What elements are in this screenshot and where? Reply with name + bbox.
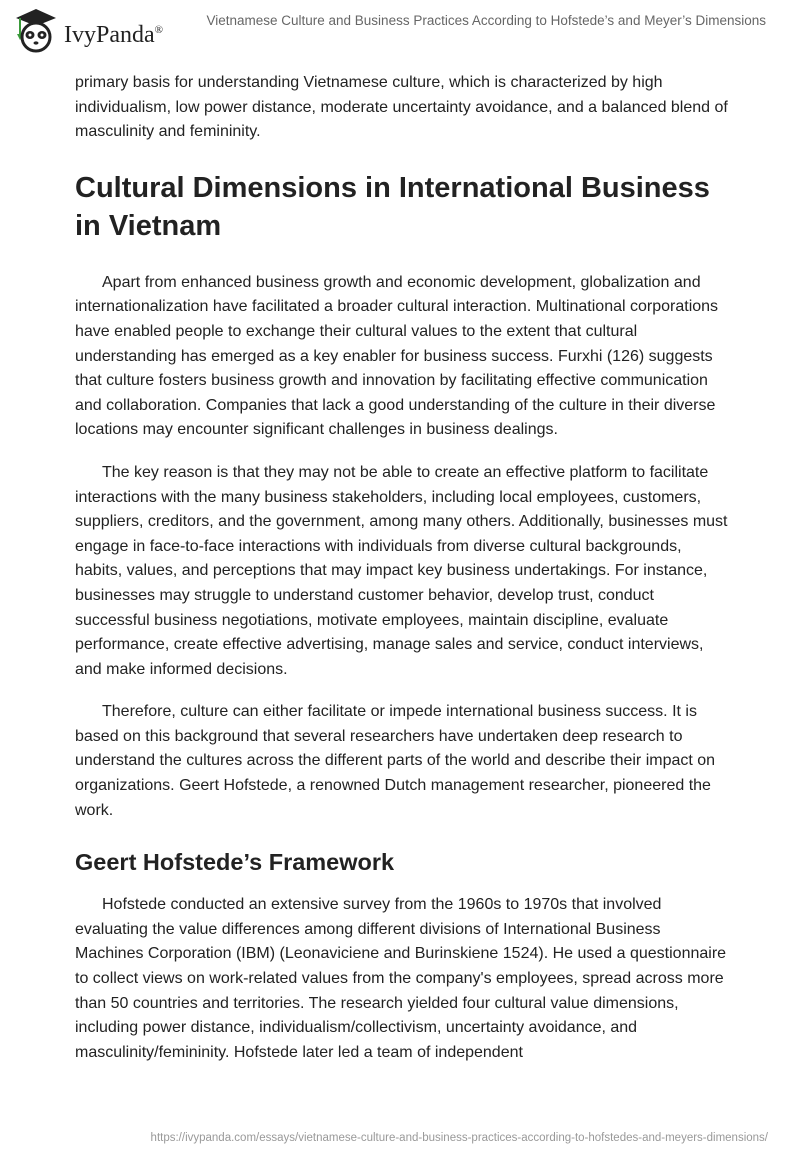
paragraph: Hofstede conducted an extensive survey from the 1960s to 1970s that involved evaluating the value differences among different divisions of International Business Machines Corporation (IBM) (Leonaviciene and Burinskiene 1524). He used a questionnaire to collect views on work-related values from the company's employees, spread across more than 50 countries and territories. The research yielded four cultural value dimensions, including power distance, individualism/collectivism, uncertainty avoidance, and masculinity/femininity. Hofstede later led a team of independent	[75, 896, 727, 1061]
section-heading-hofstede-framework: Geert Hofstede’s Framework	[75, 849, 395, 876]
paragraph: Apart from enhanced business growth and economic development, globalization and internationalization have facilitated a broader cultural interaction. Multinational corporations have enabled people to exchange their cultural values to the extent that cultural understanding has emerged as a key enabler for business success. Furxhi (126) suggests that culture fosters business growth and innovation by facilitating effective communication and collaboration. Companies that lack a good understanding of the culture in their diverse locations may encounter significant challenges in business dealings.	[75, 273, 719, 439]
section-heading-cultural-dimensions: Cultural Dimensions in International Business in Vietnam	[75, 171, 710, 242]
paragraph: The key reason is that they may not be able to create an effective platform to facilitate interactions with the many business stakeholders, including local employees, customers, suppliers, creditors, and the government, among many others. Additionally, businesses must engage in face-to-face interactions with individuals from diverse cultural backgrounds, habits, values, and perceptions that may impact key business undertakings. For instance, businesses may struggle to understand customer behavior, develop trust, conduct successful business negotiations, motivate employees, maintain discipline, evaluate performance, create effective advertising, manage sales and service, conduct interviews, and make informed decisions.	[75, 463, 728, 678]
source-url[interactable]: https://ivypanda.com/essays/vietnamese-culture-and-business-practices-according-to-hofstedes-and-meyers-dimensions/	[150, 1132, 768, 1144]
logo-text: IvyPanda®	[64, 21, 164, 48]
paragraph: Therefore, culture can either facilitate or impede international business success. It is based on this background that several researchers have undertaken deep research to understand the cultures across the different parts of the world and describe their impact on organizations. Geert Hofstede, a renowned Dutch management researcher, pioneered the work.	[75, 703, 716, 819]
intro-paragraph-tail: primary basis for understanding Vietnamese culture, which is characterized by high individualism, low power distance, moderate uncertainty avoidance, and a balanced blend of masculinity and femininity.	[75, 74, 728, 141]
essay-content	[75, 71, 730, 1083]
document-title: Vietnamese Culture and Business Practices According to Hofstede’s and Meyer’s Dimensions	[206, 13, 766, 28]
page-header	[0, 0, 800, 60]
